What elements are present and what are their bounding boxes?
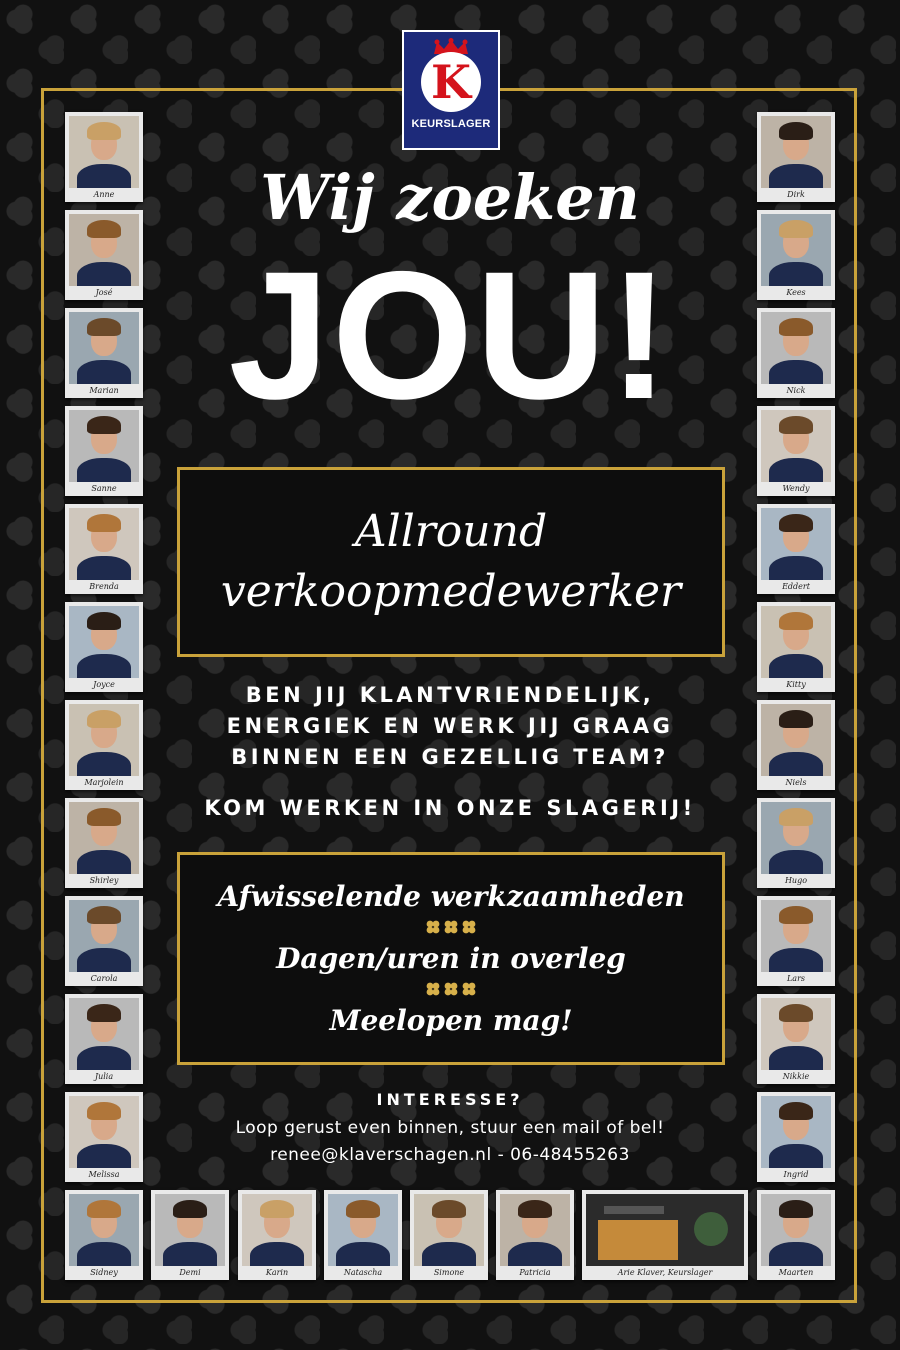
team-photo-caption: Karin (265, 1268, 289, 1277)
team-photo-image (761, 214, 831, 286)
clover-icon (444, 982, 458, 996)
team-photo-caption: Patricia (519, 1268, 551, 1277)
team-photo (65, 700, 143, 790)
contact-block (170, 1090, 730, 1169)
team-photo (757, 994, 835, 1084)
contact-line-2: renee@klaverschagen.nl - 06-48455263 (270, 1145, 630, 1165)
team-photo (238, 1190, 316, 1280)
question-line-3: BINNEN EEN GEZELLIG TEAM? (231, 745, 669, 769)
contact-heading: INTERESSE? (376, 1090, 524, 1109)
clover-divider-2 (426, 982, 476, 996)
clover-icon (462, 982, 476, 996)
team-photo (757, 504, 835, 594)
team-photo-caption: Joyce (93, 680, 115, 689)
keurslager-logo (402, 30, 500, 150)
benefit-2: Dagen/uren in overleg (276, 941, 626, 975)
team-photo-image (500, 1194, 570, 1266)
benefits-box (177, 852, 725, 1065)
team-photo-image (69, 508, 139, 580)
team-photo-image (761, 508, 831, 580)
team-photo (582, 1190, 748, 1280)
question-line-1: BEN JIJ KLANTVRIENDELIJK, (245, 683, 655, 707)
team-photo-caption: Julia (94, 1072, 114, 1081)
team-photo (757, 308, 835, 398)
team-photo (65, 994, 143, 1084)
benefit-1: Afwisselende werkzaamheden (217, 879, 685, 913)
clover-divider-1 (426, 920, 476, 934)
questions-text (150, 680, 750, 773)
team-photo-caption: Marjolein (84, 778, 124, 787)
team-photo (757, 1190, 835, 1280)
team-photo-caption: Maarten (778, 1268, 814, 1277)
team-photo-caption: Simone (433, 1268, 465, 1277)
team-photo (65, 1190, 143, 1280)
team-photo (757, 210, 835, 300)
headline-script: Wij zoeken (260, 161, 640, 234)
team-photo (65, 798, 143, 888)
team-photo-caption: Anne (93, 190, 115, 199)
team-photo-image (69, 606, 139, 678)
team-photo (757, 700, 835, 790)
team-photo (410, 1190, 488, 1280)
team-photo-caption: Marian (89, 386, 119, 395)
clover-icon (426, 982, 440, 996)
team-photo-image (69, 312, 139, 384)
team-photo-caption: Sidney (90, 1268, 118, 1277)
team-photo-image (761, 802, 831, 874)
team-photo-image (761, 312, 831, 384)
clover-icon (426, 920, 440, 934)
team-photo (757, 602, 835, 692)
team-photo-caption: Arie Klaver, Keurslager (617, 1268, 713, 1277)
team-photo-caption: José (95, 288, 113, 297)
team-photo (65, 406, 143, 496)
headline-big: JOU! (228, 233, 672, 437)
team-photo-image (155, 1194, 225, 1266)
team-photo-image (69, 1096, 139, 1168)
team-photo-caption: Hugo (784, 876, 808, 885)
question-line-2: ENERGIEK EN WERK JIJ GRAAG (226, 714, 674, 738)
team-photo-caption: Niels (785, 778, 807, 787)
team-photo (65, 1092, 143, 1182)
team-photo-image (761, 410, 831, 482)
contact-line-1: Loop gerust even binnen, stuur een mail of bel! (235, 1118, 665, 1138)
team-photo (65, 896, 143, 986)
team-photo (65, 504, 143, 594)
benefit-3: Meelopen mag! (329, 1003, 573, 1037)
team-photo (151, 1190, 229, 1280)
team-photo-image (69, 410, 139, 482)
team-photo-image (69, 116, 139, 188)
clover-icon (462, 920, 476, 934)
team-photo-caption: Demi (179, 1268, 201, 1277)
team-photo-caption: Melissa (88, 1170, 120, 1179)
team-photo-image (69, 214, 139, 286)
clover-icon (444, 920, 458, 934)
team-photo-caption: Nikkie (782, 1072, 810, 1081)
team-photo (757, 896, 835, 986)
team-photo-caption: Nick (786, 386, 806, 395)
team-photo (65, 308, 143, 398)
team-photo-image (328, 1194, 398, 1266)
team-photo (65, 602, 143, 692)
team-photo (496, 1190, 574, 1280)
team-photo (757, 406, 835, 496)
team-photo (757, 112, 835, 202)
team-photo (65, 210, 143, 300)
team-photo-caption: Lars (786, 974, 805, 983)
team-photo-image (69, 1194, 139, 1266)
logo-circle (421, 52, 481, 112)
team-photo (65, 112, 143, 202)
job-title-line-2: verkoopmedewerker (220, 566, 682, 617)
team-photo (757, 798, 835, 888)
team-photo-image (761, 998, 831, 1070)
team-photo-image (69, 704, 139, 776)
call-to-action: KOM WERKEN IN ONZE SLAGERIJ! (204, 796, 696, 820)
team-photo-caption: Sanne (91, 484, 117, 493)
team-photo-caption: Kitty (786, 680, 806, 689)
team-photo-image (242, 1194, 312, 1266)
team-photo-caption: Carola (90, 974, 118, 983)
logo-brand-text: KEURSLAGER (411, 118, 491, 130)
team-photo (757, 1092, 835, 1182)
team-photo-caption: Natascha (343, 1268, 383, 1277)
team-photo-image (69, 998, 139, 1070)
team-photo-caption: Eddert (782, 582, 810, 591)
team-photo-caption: Ingrid (783, 1170, 809, 1179)
job-title-box (177, 467, 725, 657)
team-photo (324, 1190, 402, 1280)
job-title-line-1: Allround (354, 506, 548, 557)
team-photo-image (69, 900, 139, 972)
team-photo-caption: Brenda (89, 582, 119, 591)
team-photo-caption: Shirley (89, 876, 119, 885)
team-photo-caption: Kees (786, 288, 806, 297)
logo-letter: K (431, 55, 471, 109)
team-photo-image (761, 900, 831, 972)
team-photo-image (761, 704, 831, 776)
team-photo-image (761, 1096, 831, 1168)
team-photo-image (761, 116, 831, 188)
team-photo-image (761, 606, 831, 678)
team-photo-image (761, 1194, 831, 1266)
team-photo-image (586, 1194, 744, 1266)
team-photo-caption: Wendy (782, 484, 810, 493)
team-photo-image (69, 802, 139, 874)
team-photo-caption: Dirk (787, 190, 805, 199)
team-photo-image (414, 1194, 484, 1266)
